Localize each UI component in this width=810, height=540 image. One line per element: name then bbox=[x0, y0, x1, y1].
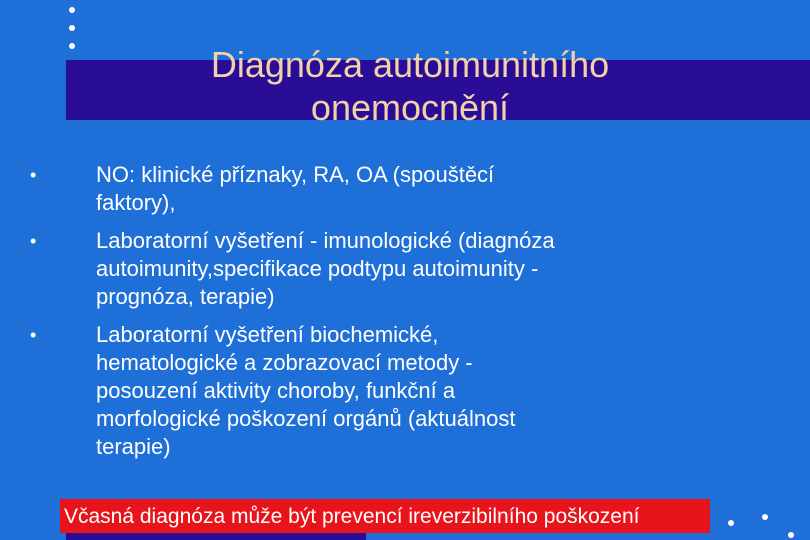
bottom-strip bbox=[66, 533, 366, 540]
bullet-line: posouzení aktivity choroby, funkční a bbox=[96, 378, 456, 403]
decorative-dot bbox=[728, 520, 734, 526]
bullet-line: terapie) bbox=[96, 434, 171, 459]
bullet-marker: • bbox=[30, 165, 37, 185]
bullet-line: morfologické poškození orgánů (aktuálnost bbox=[96, 406, 516, 431]
bullet-item bbox=[30, 161, 790, 217]
bullet-line: Laboratorní vyšetření - imunologické (diagnóza bbox=[96, 228, 555, 253]
slide-title bbox=[60, 43, 760, 129]
decorative-dot bbox=[788, 532, 794, 538]
bullet-line: Laboratorní vyšetření biochemické, bbox=[96, 322, 439, 347]
bullet-line: hematologické a zobrazovací metody - bbox=[96, 350, 473, 375]
banner-text: Včasná diagnóza může být prevencí ireverzibilního poškození bbox=[64, 505, 640, 528]
decorative-dot bbox=[762, 514, 768, 520]
bullet-line: faktory), bbox=[96, 190, 176, 215]
title-line-1: Diagnóza autoimunitního bbox=[210, 44, 610, 85]
bullet-item bbox=[30, 227, 790, 311]
bullet-line: NO: klinické příznaky, RA, OA (spouštěcí bbox=[96, 162, 495, 187]
bullet-marker: • bbox=[30, 231, 37, 251]
bullet-marker: • bbox=[30, 325, 37, 345]
bullet-line: autoimunity,specifikace podtypu autoimunity - bbox=[96, 256, 539, 281]
bullet-line: prognóza, terapie) bbox=[96, 284, 275, 309]
decorative-dot bbox=[69, 7, 75, 13]
bullet-item bbox=[30, 321, 790, 461]
title-line-2: onemocnění bbox=[310, 87, 510, 128]
decorative-dot bbox=[69, 25, 75, 31]
bullet-list bbox=[30, 161, 790, 471]
